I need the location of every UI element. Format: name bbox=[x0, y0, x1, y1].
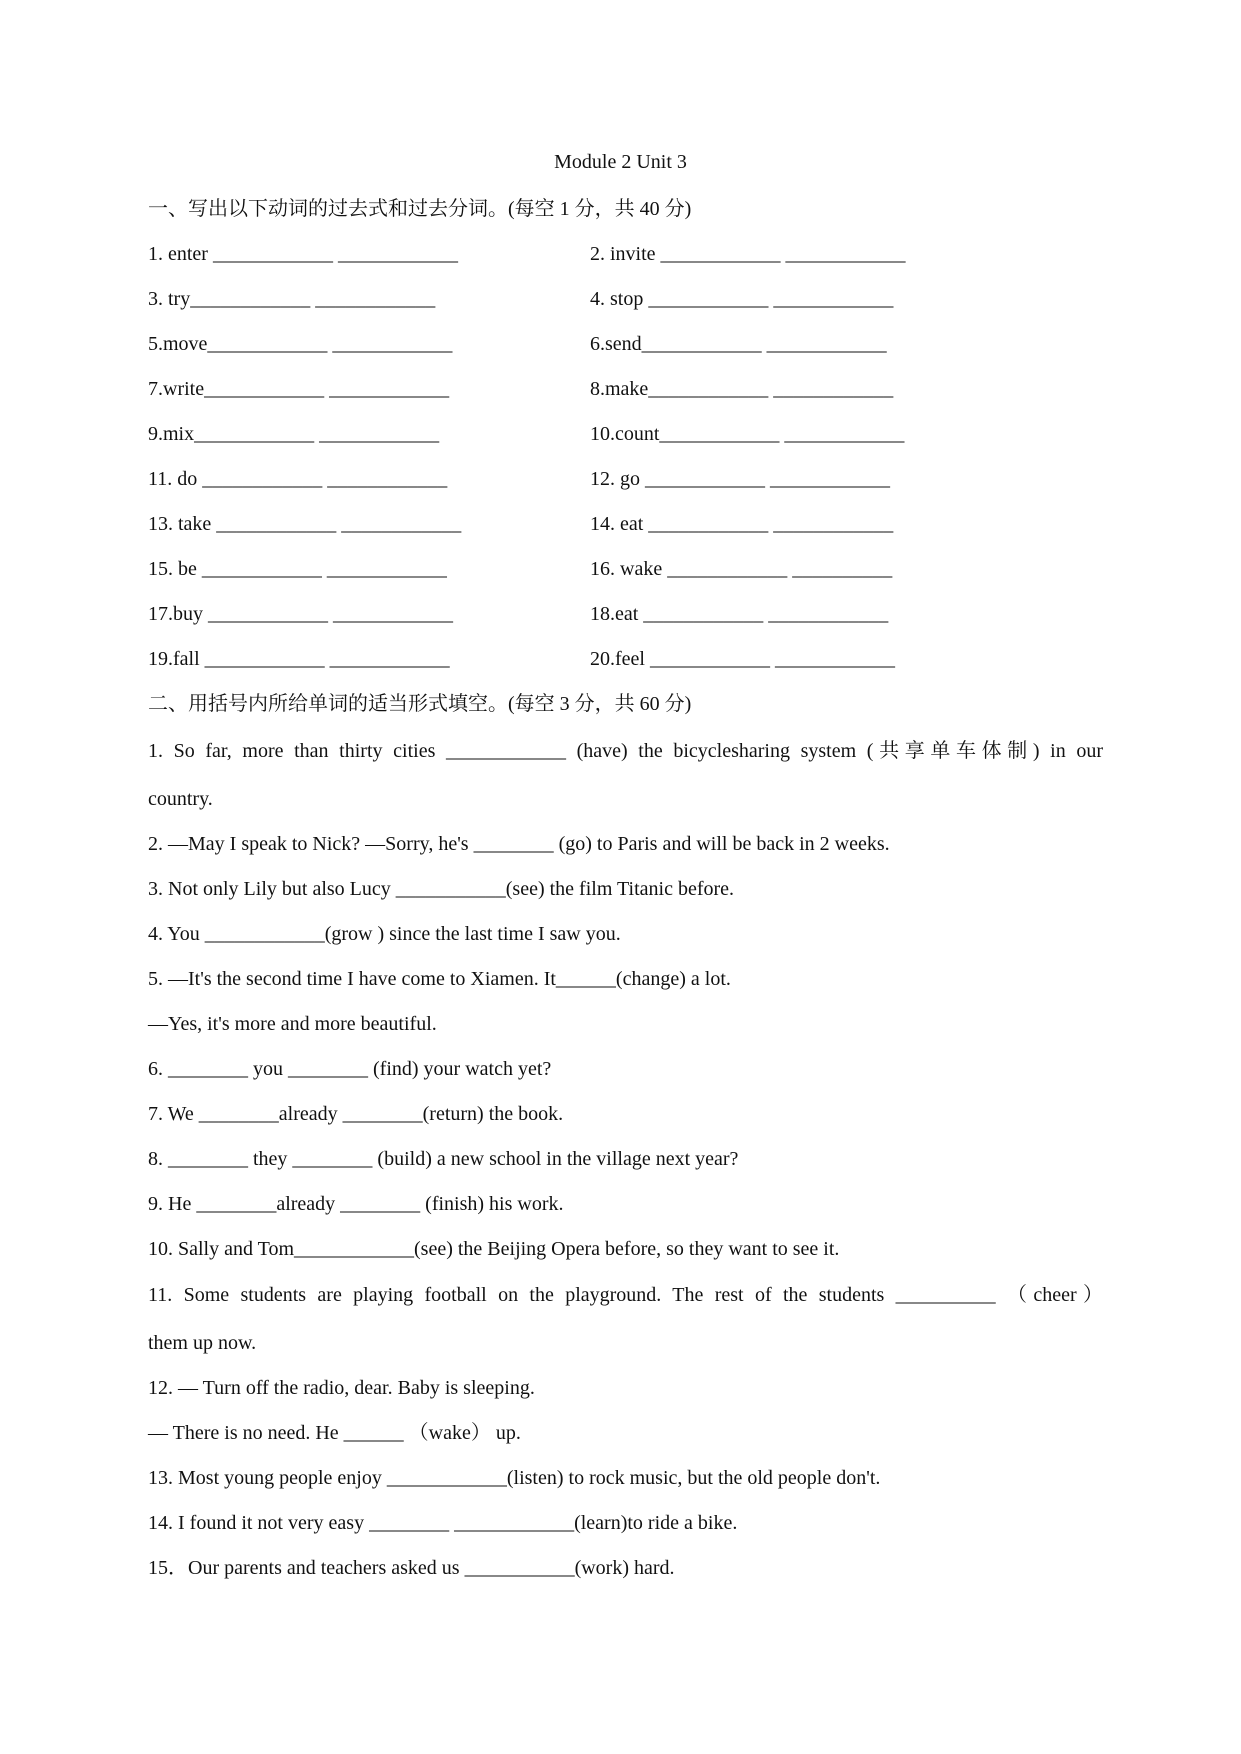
verb-item-20: 20.feel ____________ ____________ bbox=[590, 648, 895, 670]
question-8: 8. ________ they ________ (build) a new school in the village next year? bbox=[148, 1148, 739, 1170]
verb-item-14: 14. eat ____________ ____________ bbox=[590, 513, 894, 535]
question-6: 6. ________ you ________ (find) your watch yet? bbox=[148, 1058, 552, 1080]
question-1-line-2: country. bbox=[148, 788, 213, 810]
verb-item-18: 18.eat ____________ ____________ bbox=[590, 603, 889, 625]
verb-item-2: 2. invite ____________ ____________ bbox=[590, 243, 906, 265]
verb-item-15: 15. be ____________ ____________ bbox=[148, 558, 447, 580]
question-12-reply: — There is no need. He ______ （wake） up. bbox=[148, 1422, 521, 1444]
verb-item-6: 6.send____________ ____________ bbox=[590, 333, 887, 355]
section1-heading: 一、写出以下动词的过去式和过去分词。(每空 1 分，共 40 分) bbox=[148, 198, 692, 220]
verb-item-1: 1. enter ____________ ____________ bbox=[148, 243, 458, 265]
question-11-line-1: 11. Some students are playing football on the playground. The rest of the students __________ （cheer） bbox=[148, 1284, 1103, 1306]
verb-item-5: 5.move____________ ____________ bbox=[148, 333, 453, 355]
verb-item-19: 19.fall ____________ ____________ bbox=[148, 648, 450, 670]
question-13: 13. Most young people enjoy ____________(listen) to rock music, but the old people don't. bbox=[148, 1467, 881, 1489]
verb-item-17: 17.buy ____________ ____________ bbox=[148, 603, 453, 625]
verb-item-16: 16. wake ____________ __________ bbox=[590, 558, 893, 580]
verb-item-3: 3. try____________ ____________ bbox=[148, 288, 436, 310]
question-5: 5. —It's the second time I have come to Xiamen. It______(change) a lot. bbox=[148, 968, 731, 990]
question-3: 3. Not only Lily but also Lucy ___________(see) the film Titanic before. bbox=[148, 878, 735, 900]
question-15: 15．Our parents and teachers asked us ___________(work) hard. bbox=[148, 1557, 675, 1579]
question-14: 14. I found it not very easy ________ ____________(learn)to ride a bike. bbox=[148, 1512, 738, 1534]
verb-item-13: 13. take ____________ ____________ bbox=[148, 513, 462, 535]
question-10: 10. Sally and Tom____________(see) the Beijing Opera before, so they want to see it. bbox=[148, 1238, 840, 1260]
question-4: 4. You ____________(grow ) since the last time I saw you. bbox=[148, 923, 621, 945]
section2-heading: 二、用括号内所给单词的适当形式填空。(每空 3 分，共 60 分) bbox=[148, 693, 692, 715]
verb-item-11: 11. do ____________ ____________ bbox=[148, 468, 448, 490]
question-1-line-1: 1. So far, more than thirty cities ____________ (have) the bicyclesharing system (共享单车体制) in our bbox=[148, 740, 1103, 762]
question-7: 7. We ________already ________(return) the book. bbox=[148, 1103, 564, 1125]
question-12: 12. — Turn off the radio, dear. Baby is sleeping. bbox=[148, 1377, 535, 1399]
question-11-line-2: them up now. bbox=[148, 1332, 257, 1354]
verb-item-10: 10.count____________ ____________ bbox=[590, 423, 905, 445]
verb-item-7: 7.write____________ ____________ bbox=[148, 378, 450, 400]
question-5-reply: —Yes, it's more and more beautiful. bbox=[148, 1013, 437, 1035]
verb-item-12: 12. go ____________ ____________ bbox=[590, 468, 890, 490]
verb-item-8: 8.make____________ ____________ bbox=[590, 378, 894, 400]
question-2: 2. —May I speak to Nick? —Sorry, he's ________ (go) to Paris and will be back in 2 weeks. bbox=[148, 833, 890, 855]
verb-item-4: 4. stop ____________ ____________ bbox=[590, 288, 894, 310]
page-title: Module 2 Unit 3 bbox=[554, 151, 687, 173]
question-9: 9. He ________already ________ (finish) his work. bbox=[148, 1193, 564, 1215]
verb-item-9: 9.mix____________ ____________ bbox=[148, 423, 440, 445]
